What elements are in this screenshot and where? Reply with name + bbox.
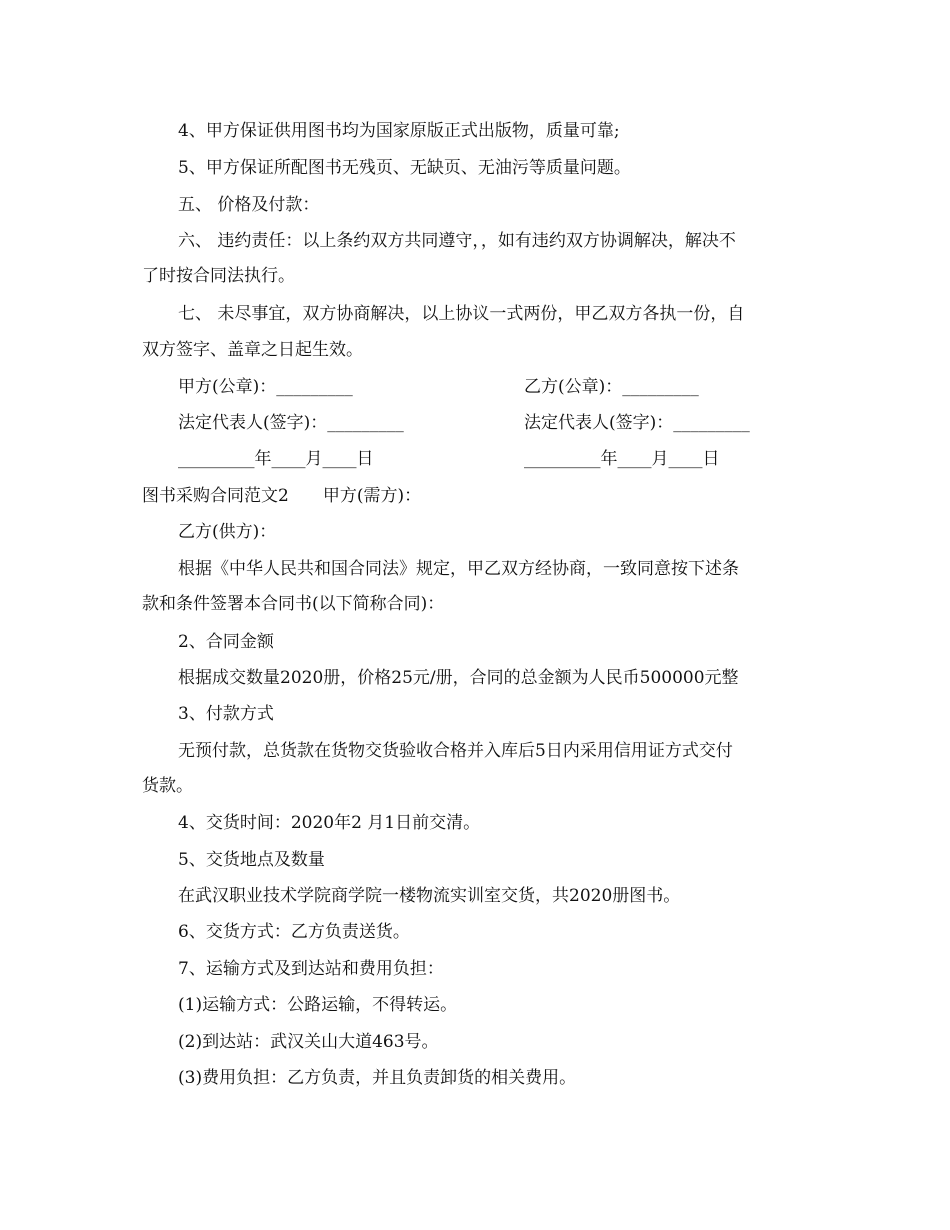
party-b-representative: 法定代表人(签字)：_________ (524, 413, 750, 433)
section-6-liability-line-1: 六、 违约责任：以上条约双方共同遵守，，如有违约双方协调解决，解决不 (178, 231, 736, 251)
clause-4-quality: 4、甲方保证供用图书均为国家原版正式出版物，质量可靠; (178, 121, 620, 141)
transport-item-1: (1)运输方式：公路运输，不得转运。 (178, 995, 458, 1015)
section-7-misc-line-1: 七、 未尽事宜，双方协商解决，以上协议一式两份，甲乙双方各执一份，自 (178, 304, 745, 324)
contract-2-party-b: 乙方(供方)： (178, 522, 277, 542)
payment-method-title: 3、付款方式 (178, 704, 274, 724)
delivery-place-title: 5、交货地点及数量 (178, 850, 325, 870)
party-a-seal: 甲方(公章)：_________ (178, 377, 353, 397)
contract-2-intro-line-2: 款和条件签署本合同书(以下简称合同)： (142, 594, 445, 614)
delivery-time: 4、交货时间：2020年2 月1日前交清。 (178, 813, 481, 833)
party-a-representative: 法定代表人(签字)：_________ (178, 413, 404, 433)
contract-2-intro-line-1: 根据《中华人民共和国合同法》规定，甲乙双方经协商，一致同意按下述条 (178, 559, 739, 579)
transport-item-3: (3)费用负担：乙方负责，并且负责卸货的相关费用。 (178, 1068, 577, 1088)
payment-method-line-2: 货款。 (142, 776, 193, 796)
section-6-liability-line-2: 了时按合同法执行。 (142, 266, 295, 286)
delivery-place-text: 在武汉职业技术学院商学院一楼物流实训室交货，共2020册图书。 (178, 886, 681, 906)
transport-item-2: (2)到达站：武汉关山大道463号。 (178, 1032, 439, 1052)
contract-amount-title: 2、合同金额 (178, 632, 274, 652)
party-b-seal: 乙方(公章)：_________ (524, 377, 699, 397)
section-7-misc-line-2: 双方签字、盖章之日起生效。 (142, 340, 363, 360)
contract-2-heading: 图书采购合同范文2 甲方(需方)： (142, 486, 422, 506)
payment-method-line-1: 无预付款，总货款在货物交货验收合格并入库后5日内采用信用证方式交付 (178, 741, 733, 761)
party-b-date: _________年____月____日 (524, 449, 720, 469)
party-a-date: _________年____月____日 (178, 449, 374, 469)
transport-title: 7、运输方式及到达站和费用负担： (178, 959, 444, 979)
delivery-method: 6、交货方式：乙方负责送货。 (178, 922, 410, 942)
contract-amount-text: 根据成交数量2020册，价格25元/册，合同的总金额为人民币500000元整 (178, 668, 739, 688)
clause-5-quality: 5、甲方保证所配图书无残页、无缺页、无油污等质量问题。 (178, 158, 631, 178)
section-5-price: 五、 价格及付款： (178, 195, 320, 215)
